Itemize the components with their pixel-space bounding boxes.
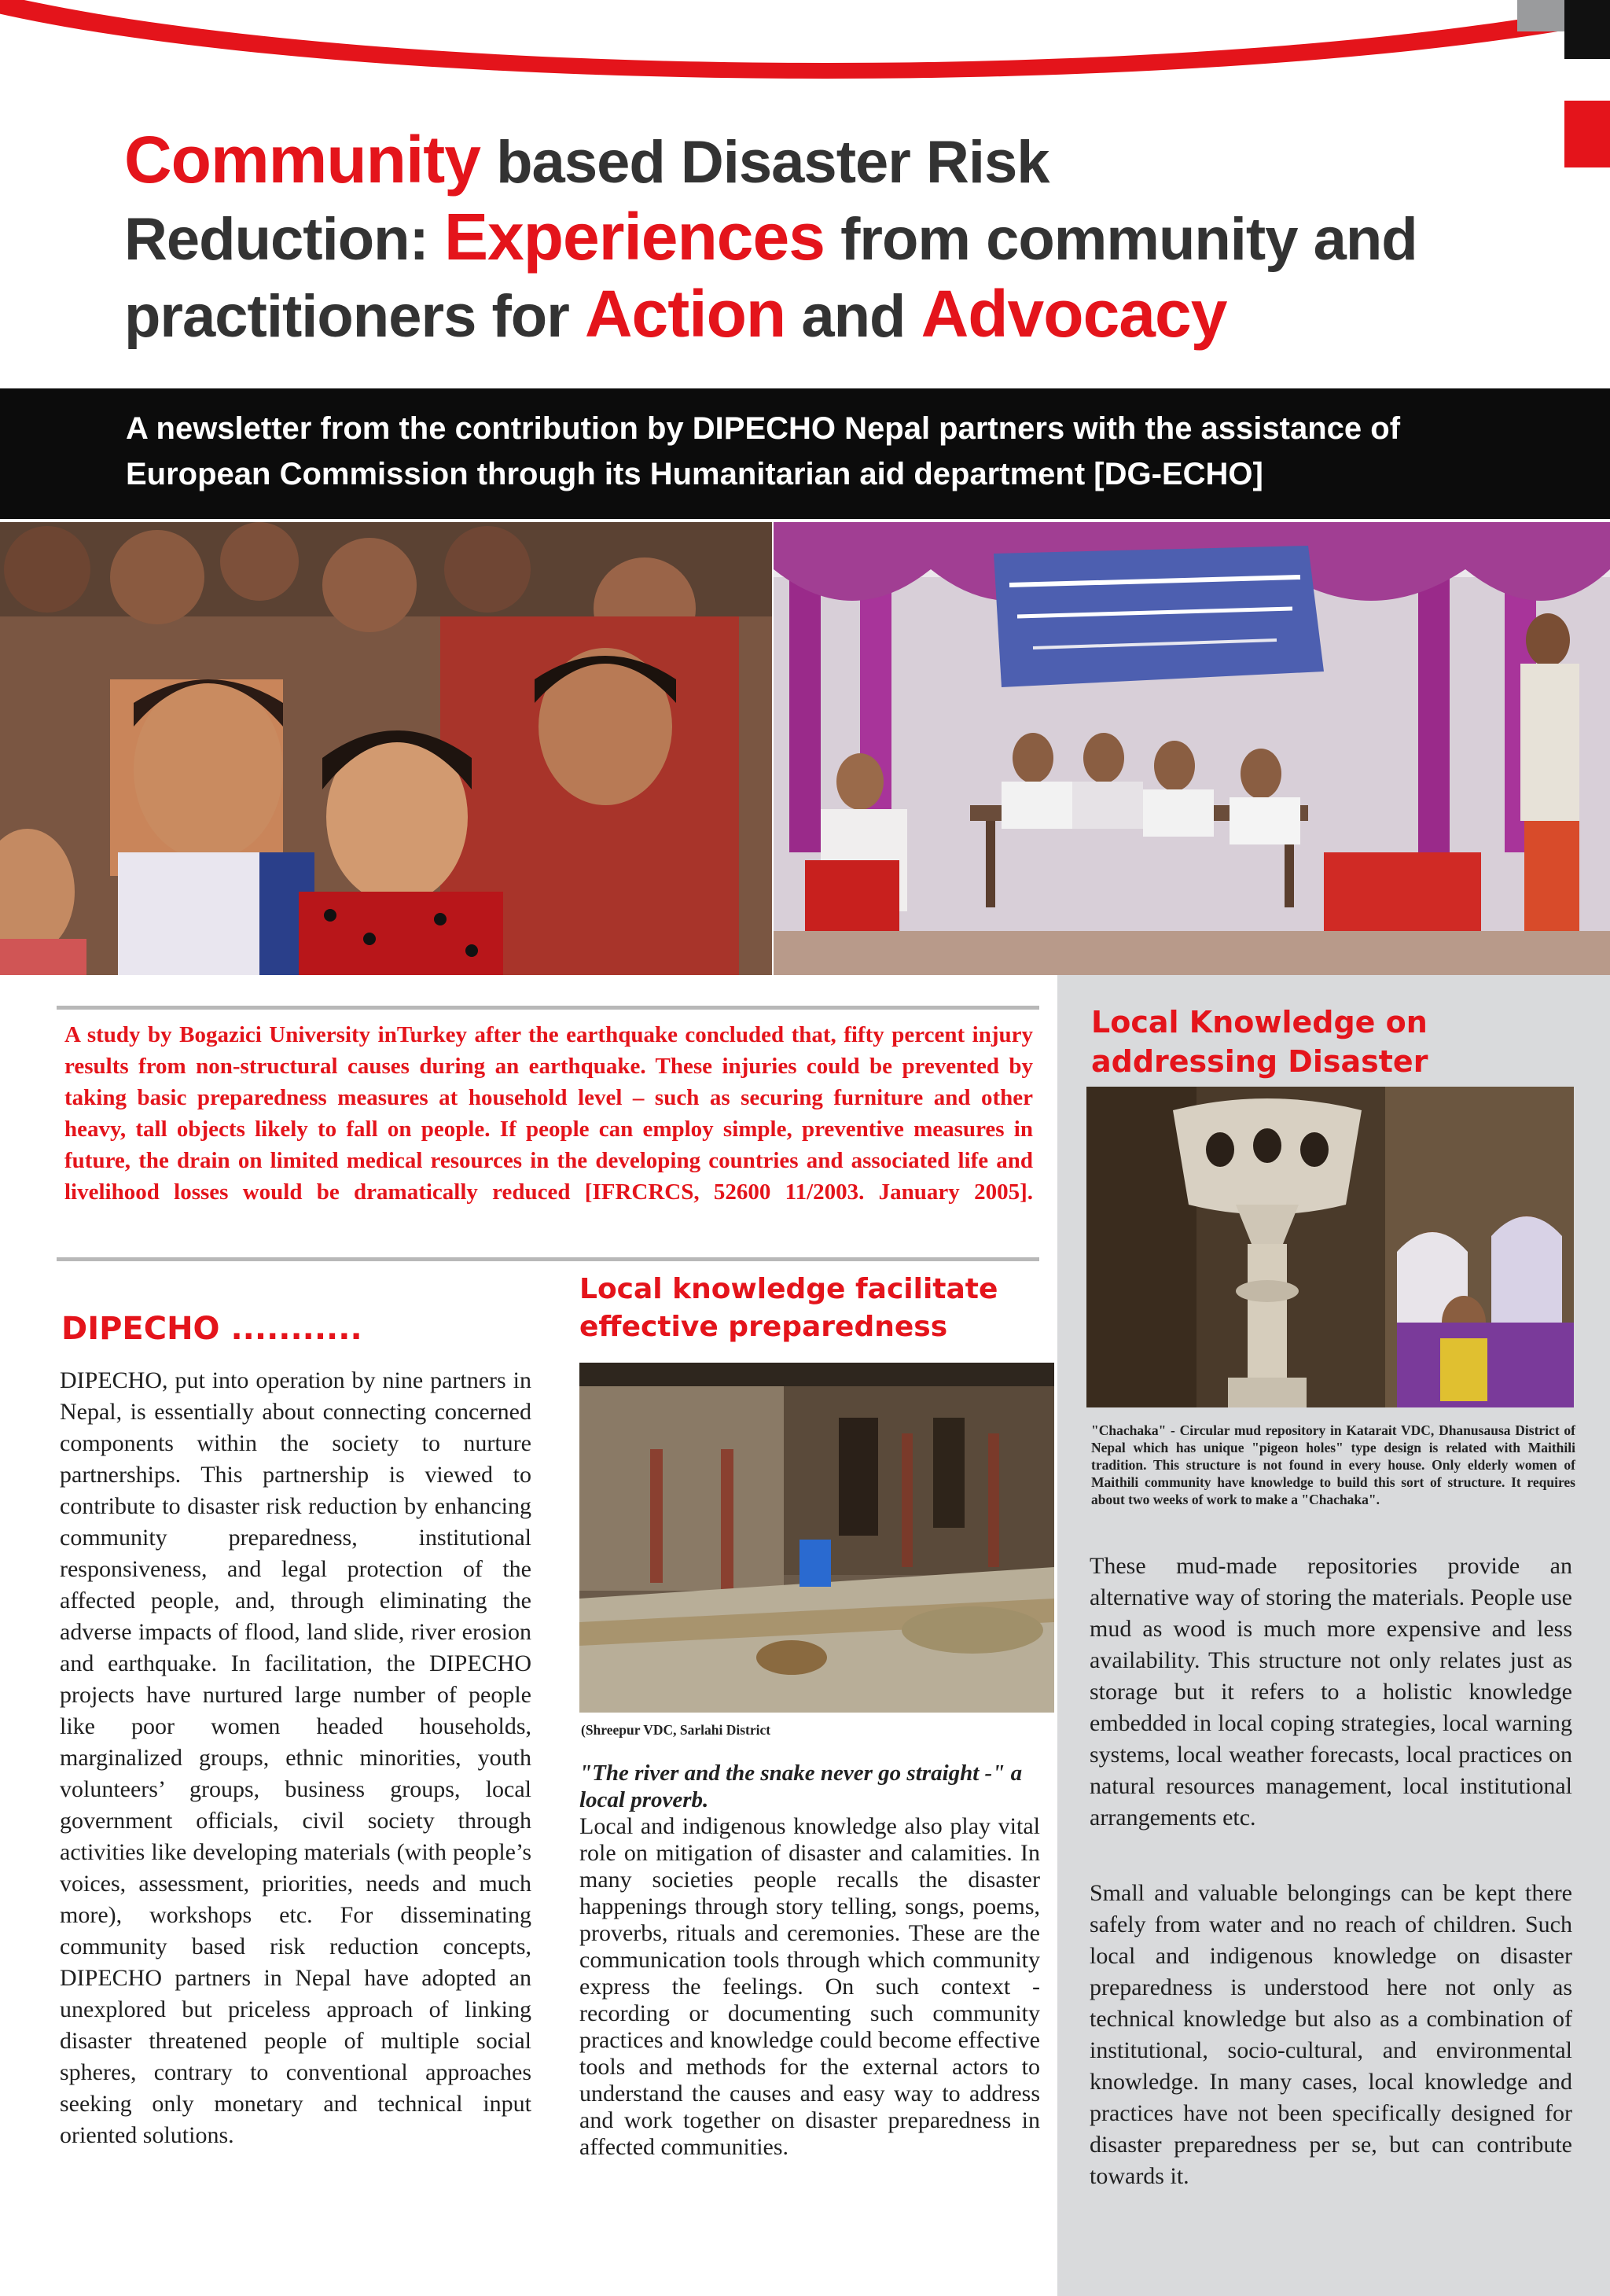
dipecho-heading: DIPECHO ........... (61, 1311, 362, 1347)
photo-community-children (0, 522, 772, 975)
middle-body: Local and indigenous knowledge also play vital role on mitigation of disaster and calamities. In many societies people recalls the disaster happenings through story telling, songs, poems, proverbs, rituals and ceremonies. These are the communication tools through which community express the feelings. On such context - recording or documenting such community practices and knowledge could become effective tools and methods for the external actors to understand the causes and easy way to address and work together on disaster preparedness in affected communities. (579, 1813, 1040, 2160)
proverb-quote: "The river and the snake never go straight -" a local proverb. (579, 1761, 1023, 1812)
photo-shreepur-house (579, 1363, 1054, 1713)
dipecho-body: DIPECHO, put into operation by nine partners in Nepal, is essentially about connecting concerned components within the society to nurture partnerships. This partnership is viewed to contribute to disaster risk reduction by enhancing community preparedness, institutional responsiveness, and legal protection of the affected people, and, through eliminating the adverse impacts of flood, land slide, river erosion and earthquake. In facilitation, the DIPECHO projects have nurtured large number of people like poor women headed households, marginalized groups, ethnic minorities, youth volunteers’ groups, business groups, local government officials, civil society through activities like developing materials (with people’s voices, assessment, priorities, needs and much more), workshops etc. For disseminating community based risk reduction concepts, DIPECHO partners in Nepal have adopted an unexplored but priceless approach of linking disaster threatened people of multiple social spheres, contrary to conventional approaches seeking only monetary and technical input oriented solutions. (60, 1367, 531, 2148)
corner-black-block (1564, 0, 1610, 59)
right-heading: Local Knowledge on addressing Disaster (1091, 1005, 1428, 1079)
photo-community-meeting (774, 522, 1610, 975)
right-body-1: These mud-made repositories provide an alternative way of storing the materials. People use mud as wood is much more expensive and less availability. This structure not only relates just as storage but it refers to a holistic knowledge embedded in local coping strategies, local warning systems, local weather forecasts, local practices on natural resources management, local institutional arrangements etc. (1090, 1553, 1572, 1831)
corner-gray-block (1517, 0, 1564, 31)
page-title: Community based Disaster Risk Reduction: Experiences from community and practitioners for Action and Advocacy (124, 123, 1417, 351)
callout-rule-bottom (57, 1257, 1039, 1261)
right-body-2: Small and valuable belongings can be kept there safely from water and no reach of children. Such local and indigenous knowledge on disaster preparedness is understood here not only as technical knowledge but also as a combination of institutional, socio-cultural, and environmental knowledge. In many cases, local knowledge and practices have not been specifically designed for disaster preparedness per se, but can contribute towards it. (1090, 1880, 1572, 2189)
middle-heading: Local knowledge facilitate effective preparedness (579, 1273, 998, 1343)
right-photo-caption: "Chachaka" - Circular mud repository in Katarait VDC, Dhanusausa District of Nepal which has unique "pigeon holes" type design is related with Maithili tradition. This structure is not found in every house. Only elderly women of Maithili community have knowledge to build this sort of structure. It requires about two weeks of work to make a "Chachaka". (1091, 1422, 1575, 1507)
middle-photo-caption: (Shreepur VDC, Sarlahi District (581, 1722, 771, 1738)
photo-chachaka-repository (1086, 1087, 1574, 1407)
callout-rule-top (57, 1006, 1039, 1010)
header-swoosh (0, 0, 1610, 93)
callout-quote: A study by Bogazici University inTurkey after the earthquake concluded that, fifty percent injury results from non-structural causes during an earthquake. These injuries could be prevented by taking basic preparedness measures at household level – such as securing furniture and other heavy, tall objects likely to fall on people. If people can employ simple, preventive measures in future, the drain on limited medical resources in the developing countries and associated life and livelihood losses would be dramatically reduced [IFRCRCS, 52600 11/2003. January 2005]. (64, 1022, 1033, 1205)
corner-red-block (1564, 101, 1610, 167)
newsletter-subtitle: A newsletter from the contribution by DIPECHO Nepal partners with the assistance of European Commission through its Humanitarian aid department [DG-ECHO] (126, 411, 1401, 491)
